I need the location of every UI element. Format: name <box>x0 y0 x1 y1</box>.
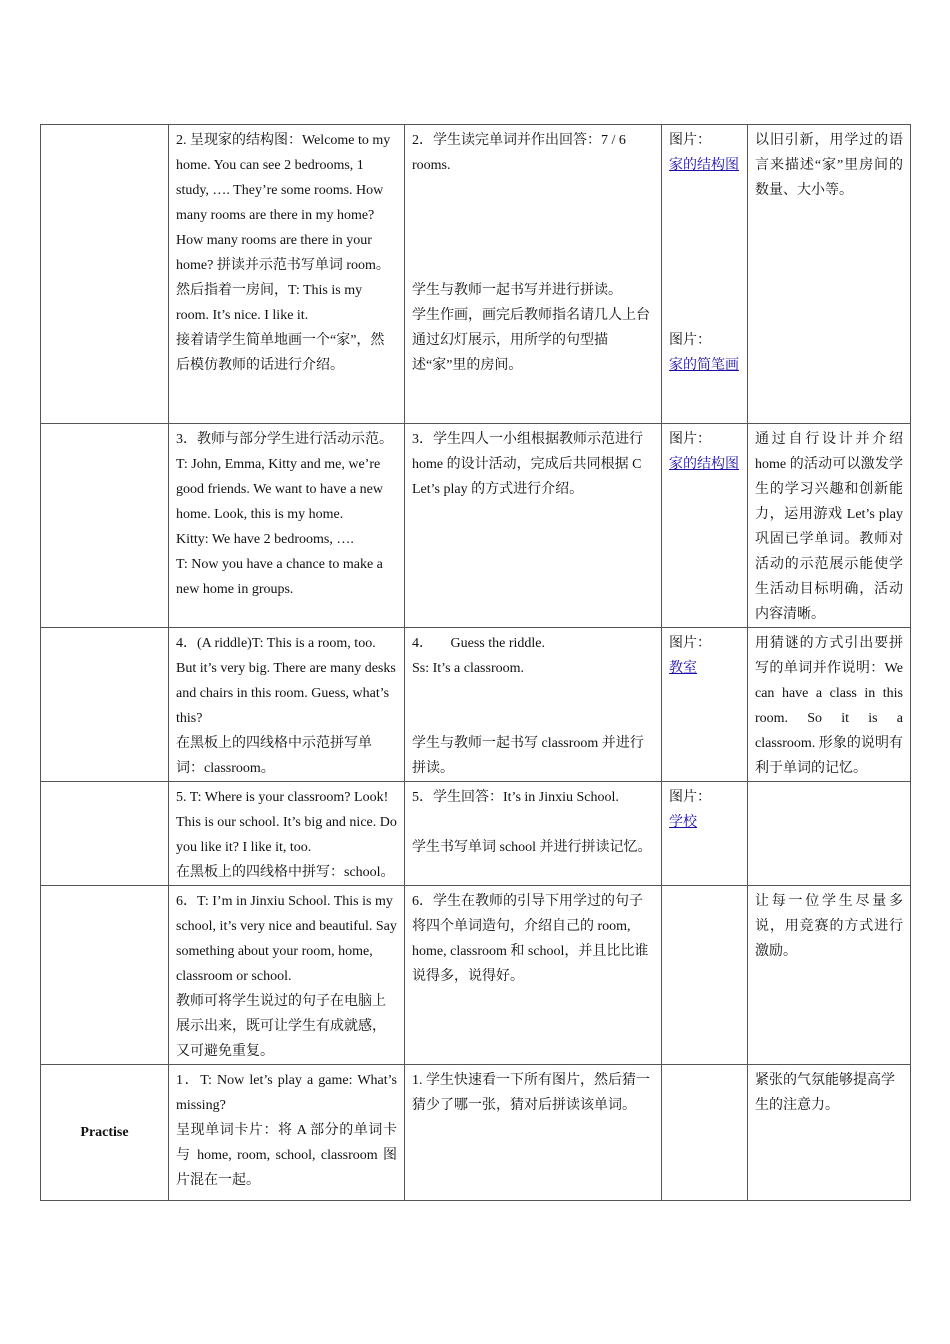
student-activity-cell <box>405 125 662 424</box>
stage-cell <box>41 125 169 424</box>
student-activity-cell <box>405 424 662 628</box>
stage-cell <box>41 886 169 1065</box>
design-intent-cell <box>748 628 911 782</box>
teacher-text: 3．教师与部分学生进行活动示范。 <box>176 432 393 447</box>
table-row <box>41 1065 911 1201</box>
student-text: 学生与教师一起书写 classroom 并进行拼读。 <box>412 736 644 776</box>
teacher-activity-cell <box>169 782 405 886</box>
intent-text: 紧张的气氛能够提高学生的注意力。 <box>755 1073 895 1113</box>
teacher-activity-cell <box>169 125 405 424</box>
intent-text: 让每一位学生尽量多说，用竞赛的方式进行激励。 <box>755 894 903 959</box>
teacher-text: 6．T: I’m in Jinxiu School. This is my school, it’s very nice and beautiful. Say something about your room, home, classroom or school. <box>176 894 397 984</box>
stage-cell <box>41 424 169 628</box>
design-intent-cell <box>748 886 911 1065</box>
teacher-text: 教师可将学生说过的句子在电脑上展示出来，既可让学生有成就感，又可避免重复。 <box>176 994 386 1059</box>
student-text: 6．学生在教师的引导下用学过的句子将四个单词造句，介绍自己的 room, home, classroom 和 school，并且比比谁说得多，说得好。 <box>412 894 649 984</box>
teacher-text: T: John, Emma, Kitty and me, we’re good friends. We want to have a new home. Look, this is my home. <box>176 457 383 522</box>
teacher-text: 接着请学生简单地画一个“家”，然后模仿教师的话进行介绍。 <box>176 333 385 373</box>
student-activity-cell <box>405 1065 662 1201</box>
media-cell <box>662 628 748 782</box>
media-label: 图片： <box>669 636 711 651</box>
table-row <box>41 125 911 424</box>
teacher-text: 5. T: Where is your classroom? Look! This is our school. It’s big and nice. Do you like it? I like it, too. <box>176 790 397 855</box>
table-row <box>41 886 911 1065</box>
intent-text: 用猜谜的方式引出要拼写的单词并作说明：We can have a class in this room. So it is a classroom. 形象的说明有利于单词的记忆。 <box>755 636 903 776</box>
media-label: 图片： <box>669 790 711 805</box>
media-label: 图片： <box>669 133 711 148</box>
design-intent-cell <box>748 782 911 886</box>
media-cell <box>662 125 748 424</box>
teacher-activity-cell <box>169 628 405 782</box>
student-text: 学生与教师一起书写并进行拼读。 <box>412 283 622 298</box>
teacher-text: Kitty: We have 2 bedrooms, …. <box>176 532 354 547</box>
table-row <box>41 628 911 782</box>
teacher-text: T: Now you have a chance to make a new home in groups. <box>176 557 383 597</box>
intent-text: 以旧引新，用学过的语言来描述“家”里房间的数量、大小等。 <box>755 133 903 198</box>
teacher-activity-cell <box>169 886 405 1065</box>
student-text: 2．学生读完单词并作出回答：7 / 6 rooms. <box>412 133 626 173</box>
media-cell <box>662 886 748 1065</box>
stage-cell <box>41 782 169 886</box>
design-intent-cell <box>748 125 911 424</box>
intent-text: 通过自行设计并介绍 home 的活动可以激发学生的学习兴趣和创新能力，运用游戏 Let’s play 巩固已学单词。教师对活动的示范展示能使学生活动目标明确，活动内容清晰。 <box>755 432 903 622</box>
media-link[interactable]: 家的结构图 <box>669 457 739 472</box>
media-cell <box>662 1065 748 1201</box>
teacher-activity-cell <box>169 1065 405 1201</box>
student-text: 学生作画，画完后教师指名请几人上台通过幻灯展示，用所学的句型描述“家”里的房间。 <box>412 308 650 373</box>
teacher-activity-cell <box>169 424 405 628</box>
teacher-text: 呈现单词卡片：将 A 部分的单词卡与 home, room, school, classroom 图片混在一起。 <box>176 1123 397 1188</box>
media-link[interactable]: 家的简笔画 <box>669 358 739 373</box>
student-text: Ss: It’s a classroom. <box>412 661 524 676</box>
media-link[interactable]: 学校 <box>669 815 697 830</box>
teacher-text: 然后指着一房间，T: This is my room. It’s nice. I like it. <box>176 283 363 323</box>
table-row <box>41 424 911 628</box>
teacher-text: 4．(A riddle)T: This is a room, too. But it’s very big. There are many desks and chairs in this room. Guess, what’s this? <box>176 636 396 726</box>
stage-practise: Practise <box>41 1065 169 1201</box>
media-label: 图片： <box>669 333 711 348</box>
teacher-text: 在黑板上的四线格中拼写：school。 <box>176 865 395 880</box>
student-text: 学生书写单词 school 并进行拼读记忆。 <box>412 840 652 855</box>
student-activity-cell <box>405 886 662 1065</box>
media-cell <box>662 424 748 628</box>
stage-cell <box>41 628 169 782</box>
student-activity-cell <box>405 628 662 782</box>
student-activity-cell <box>405 782 662 886</box>
student-text: 1. 学生快速看一下所有图片，然后猜一猜少了哪一张，猜对后拼读该单词。 <box>412 1073 650 1113</box>
media-cell <box>662 782 748 886</box>
student-text: 5．学生回答：It’s in Jinxiu School. <box>412 790 619 805</box>
student-text: 3．学生四人一小组根据教师示范进行 home 的设计活动，完成后共同根据 C Let’s play 的方式进行介绍。 <box>412 432 643 497</box>
design-intent-cell <box>748 1065 911 1201</box>
table-row <box>41 782 911 886</box>
teacher-text: 2. 呈现家的结构图：Welcome to my home. You can see 2 bedrooms, 1 study, …. They’re some rooms. How many rooms are there in my home? How many rooms are there in your home? 拼读并示范书写单词 room。 <box>176 133 391 273</box>
media-link[interactable]: 家的结构图 <box>669 158 739 173</box>
teacher-text: 在黑板上的四线格中示范拼写单词：classroom。 <box>176 736 372 776</box>
media-link[interactable]: 教室 <box>669 661 697 676</box>
lesson-plan-table <box>40 124 911 1201</box>
design-intent-cell <box>748 424 911 628</box>
media-label: 图片： <box>669 432 711 447</box>
teacher-text: 1．T: Now let’s play a game: What’s missing? <box>176 1073 397 1113</box>
student-text: 4． Guess the riddle. <box>412 636 545 651</box>
